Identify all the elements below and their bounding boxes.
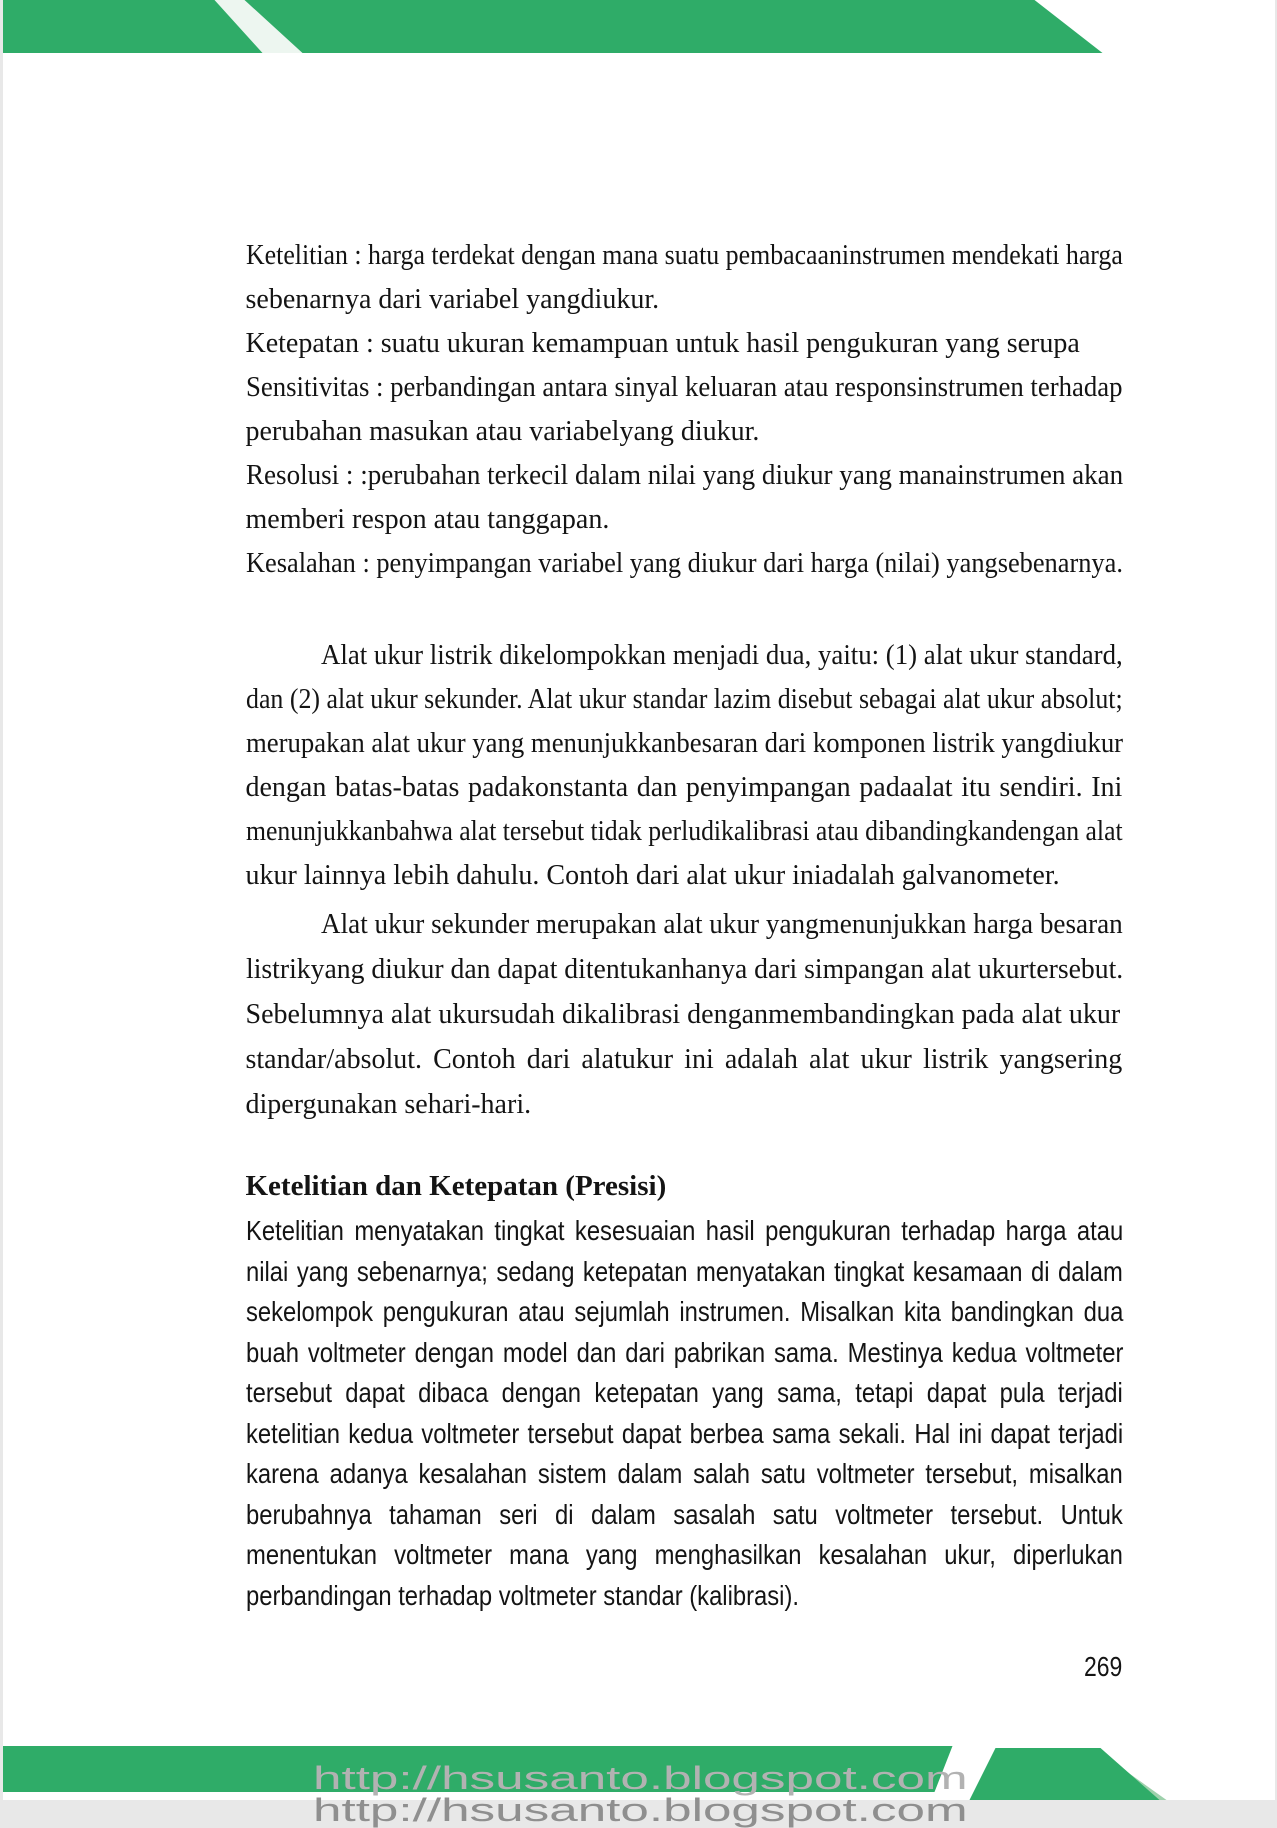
watermark-url-shadow: http://hsusanto.blogspot.com [312, 1792, 968, 1828]
text-line: standar/absolut. Contoh dari alatukur ini adalah alat ukur listrik yangsering [245, 1044, 1123, 1075]
text-line: dengan batas-batas padakonstanta dan penyimpangan padaalat itu sendiri. Ini [245, 772, 1123, 803]
section-heading: Ketelitian dan Ketepatan (Presisi) [245, 1170, 667, 1202]
text-line: Ketepatan : suatu ukuran kemampuan untuk hasil pengukuran yang serupa [245, 328, 1080, 359]
text-line: dan (2) alat ukur sekunder. Alat ukur standar lazim disebut sebagai alat ukur absolut; [245, 684, 1123, 715]
text-line: Resolusi : :perubahan terkecil dalam nilai yang diukur yang manainstrumen akan [245, 460, 1123, 491]
text-line: sekelompok pengukuran atau sejumlah instrumen. Misalkan kita bandingkan dua [245, 1296, 1123, 1327]
text-line: Ketelitian menyatakan tingkat kesesuaian hasil pengukuran terhadap harga atau [245, 1215, 1123, 1246]
text-line: sebenarnya dari variabel yangdiukur. [245, 284, 660, 315]
text-line: nilai yang sebenarnya; sedang ketepatan menyatakan tingkat kesamaan di dalam [245, 1255, 1123, 1287]
text-line: berubahnya tahaman seri di dalam sasalah satu voltmeter tersebut. Untuk [245, 1498, 1123, 1530]
text-line: menunjukkanbahwa alat tersebut tidak perludikalibrasi atau dibandingkandengan alat [245, 816, 1123, 847]
definitions-paragraph [246, 234, 1123, 586]
text-line: menentukan voltmeter mana yang menghasilkan kesalahan ukur, diperlukan [245, 1539, 1123, 1570]
ketelitian-body-paragraph [246, 1211, 1123, 1616]
text-line: perubahan masukan atau variabelyang diukur. [245, 416, 760, 447]
text-line: Ketelitian : harga terdekat dengan mana suatu pembacaaninstrumen mendekati harga [245, 240, 1123, 271]
text-line: Kesalahan : penyimpangan variabel yang diukur dari harga (nilai) yangsebenarnya. [245, 548, 1123, 579]
text-line: perbandingan terhadap voltmeter standar (kalibrasi). [245, 1579, 799, 1611]
alat-ukur-standard-paragraph [246, 634, 1123, 898]
watermark-url: http://hsusanto.blogspot.com [312, 1760, 968, 1796]
text-line: Alat ukur listrik dikelompokkan menjadi dua, yaitu: (1) alat ukur standard, [320, 640, 1123, 671]
text-line: Alat ukur sekunder merupakan alat ukur yangmenunjukkan harga besaran [320, 909, 1123, 940]
text-line: tersebut dapat dibaca dengan ketepatan yang sama, tetapi dapat pula terjadi [245, 1377, 1123, 1408]
document-page [3, 0, 1275, 1828]
text-line: karena adanya kesalahan sistem dalam salah satu voltmeter tersebut, misalkan [245, 1458, 1123, 1489]
page-number: 269 [1083, 1651, 1122, 1682]
header-green-band [3, 0, 1275, 53]
text-line: Sensitivitas : perbandingan antara sinyal keluaran atau responsinstrumen terhadap [245, 372, 1123, 403]
text-line: ukur lainnya lebih dahulu. Contoh dari alat ukur iniadalah galvanometer. [245, 860, 1060, 891]
text-line: merupakan alat ukur yang menunjukkanbesaran dari komponen listrik yangdiukur [245, 728, 1123, 759]
alat-ukur-sekunder-paragraph [246, 902, 1123, 1127]
text-line: dipergunakan sehari-hari. [245, 1089, 532, 1120]
text-line: buah voltmeter dengan model dan dari pabrikan sama. Mestinya kedua voltmeter [245, 1336, 1123, 1368]
text-line: Sebelumnya alat ukursudah dikalibrasi denganmembandingkan pada alat ukur [245, 999, 1121, 1030]
text-line: ketelitian kedua voltmeter tersebut dapat berbea sama sekali. Hal ini dapat terjadi [245, 1417, 1123, 1449]
text-line: memberi respon atau tanggapan. [245, 504, 610, 535]
text-line: listrikyang diukur dan dapat ditentukanhanya dari simpangan alat ukurtersebut. [245, 954, 1123, 985]
